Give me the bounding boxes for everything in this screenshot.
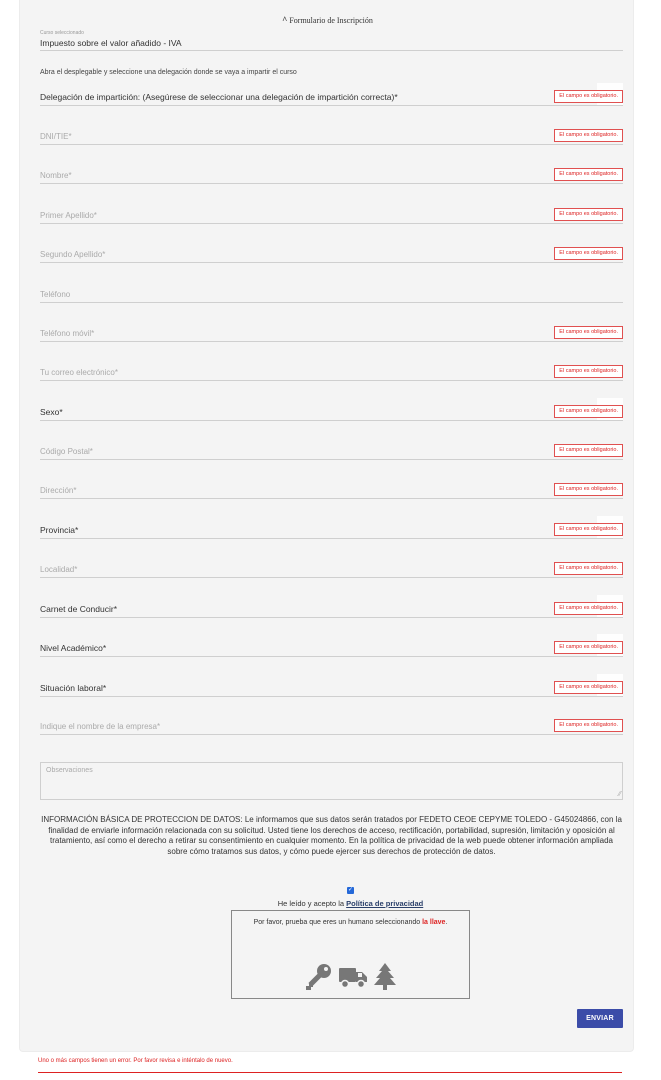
- course-value: Impuesto sobre el valor añadido - IVA: [40, 38, 182, 48]
- tree-icon[interactable]: [371, 962, 399, 990]
- required-error: El campo es obligatorio.: [554, 208, 623, 221]
- required-error: El campo es obligatorio.: [554, 168, 623, 181]
- driving-license-label: Carnet de Conducir*: [40, 604, 118, 614]
- academic-level-select[interactable]: [40, 639, 623, 657]
- company-input[interactable]: [40, 717, 623, 735]
- course-label: Curso seleccionado: [40, 30, 84, 36]
- address-input[interactable]: [40, 481, 623, 499]
- required-error: El campo es obligatorio.: [554, 247, 623, 260]
- locality-placeholder: Localidad*: [40, 565, 78, 574]
- email-input[interactable]: [40, 363, 623, 381]
- delegation-select[interactable]: [40, 88, 623, 106]
- required-error: El campo es obligatorio.: [554, 562, 623, 575]
- required-error: El campo es obligatorio.: [554, 90, 623, 103]
- required-error: El campo es obligatorio.: [554, 681, 623, 694]
- privacy-consent-label: He leído y acepto la Política de privacidad: [277, 899, 424, 908]
- first-surname-placeholder: Primer Apellido*: [40, 211, 97, 220]
- privacy-policy-link[interactable]: Política de privacidad: [346, 899, 424, 908]
- name-placeholder: Nombre*: [40, 171, 72, 180]
- dni-placeholder: DNI/TIE*: [40, 132, 72, 141]
- required-error: El campo es obligatorio.: [554, 602, 623, 615]
- required-error: El campo es obligatorio.: [554, 326, 623, 339]
- postal-code-input[interactable]: [40, 442, 623, 460]
- truck-icon[interactable]: [338, 962, 368, 990]
- observations-placeholder: Observaciones: [46, 767, 93, 774]
- error-underline: [38, 1072, 622, 1073]
- required-error: El campo es obligatorio.: [554, 641, 623, 654]
- registration-form-card: [19, 0, 634, 1052]
- required-error: El campo es obligatorio.: [554, 405, 623, 418]
- employment-status-select[interactable]: [40, 679, 623, 697]
- form-title[interactable]: ^ Formulario de Inscripción: [282, 15, 373, 25]
- province-label: Provincia*: [40, 525, 79, 535]
- mobile-placeholder: Teléfono móvil*: [40, 329, 95, 338]
- province-select[interactable]: [40, 521, 623, 539]
- first-surname-input[interactable]: [40, 206, 623, 224]
- phone-placeholder: Teléfono: [40, 290, 71, 299]
- instruction-text: Abra el desplegable y seleccione una delegación donde se vaya a impartir el curso: [40, 69, 297, 76]
- submit-button[interactable]: ENVIAR: [577, 1009, 623, 1028]
- delegation-label: Delegación de impartición: (Asegúrese de seleccionar una delegación de impartición correcta)*: [40, 92, 398, 102]
- required-error: El campo es obligatorio.: [554, 483, 623, 496]
- locality-input[interactable]: [40, 560, 623, 578]
- postal-code-placeholder: Código Postal*: [40, 447, 93, 456]
- key-icon[interactable]: [305, 962, 333, 990]
- company-placeholder: Indique el nombre de la empresa*: [40, 722, 161, 731]
- captcha-box: [231, 910, 470, 999]
- academic-level-label: Nivel Académico*: [40, 643, 107, 653]
- email-placeholder: Tu correo electrónico*: [40, 368, 118, 377]
- employment-status-label: Situación laboral*: [40, 683, 107, 693]
- divider: [40, 50, 623, 51]
- required-error: El campo es obligatorio.: [554, 365, 623, 378]
- chevron-up-icon: ^: [282, 15, 288, 25]
- required-error: El campo es obligatorio.: [554, 129, 623, 142]
- captcha-target: la llave: [422, 919, 446, 926]
- second-surname-placeholder: Segundo Apellido*: [40, 250, 106, 259]
- privacy-notice: INFORMACIÓN BÁSICA DE PROTECCION DE DATOS: Le informamos que sus datos serán tratados por FEDETO CEOE CEPYME TOLEDO - G45024866, con la finalidad de enviarle información relacionada con su solicitud. Usted tiene los derechos de acceso, rectificación, portabilidad, supresión, limitación y oposición al tratamiento, así como el derecho a retirar su consentimiento en cualquier momento. En la política de privacidad de la web puede obtener información ampliada sobre cómo tratamos sus datos, y cómo puede ejercer sus derechos de protección de datos.: [41, 815, 622, 856]
- resize-handle-icon[interactable]: ⁄⁄: [618, 791, 621, 798]
- second-surname-input[interactable]: [40, 245, 623, 263]
- driving-license-select[interactable]: [40, 600, 623, 618]
- form-error-summary: Uno o más campos tienen un error. Por favor revisa e inténtalo de nuevo.: [38, 1058, 233, 1064]
- sex-label: Sexo*: [40, 407, 63, 417]
- privacy-consent-checkbox[interactable]: ✓: [347, 887, 354, 893]
- required-error: El campo es obligatorio.: [554, 719, 623, 732]
- captcha-prompt: Por favor, prueba que eres un humano seleccionando la llave.: [253, 919, 448, 926]
- name-input[interactable]: [40, 166, 623, 184]
- required-error: El campo es obligatorio.: [554, 444, 623, 457]
- phone-input[interactable]: [40, 285, 623, 303]
- address-placeholder: Dirección*: [40, 486, 77, 495]
- required-error: El campo es obligatorio.: [554, 523, 623, 536]
- observations-textarea[interactable]: [40, 762, 623, 800]
- mobile-input[interactable]: [40, 324, 623, 342]
- dni-input[interactable]: [40, 127, 623, 145]
- sex-select[interactable]: [40, 403, 623, 421]
